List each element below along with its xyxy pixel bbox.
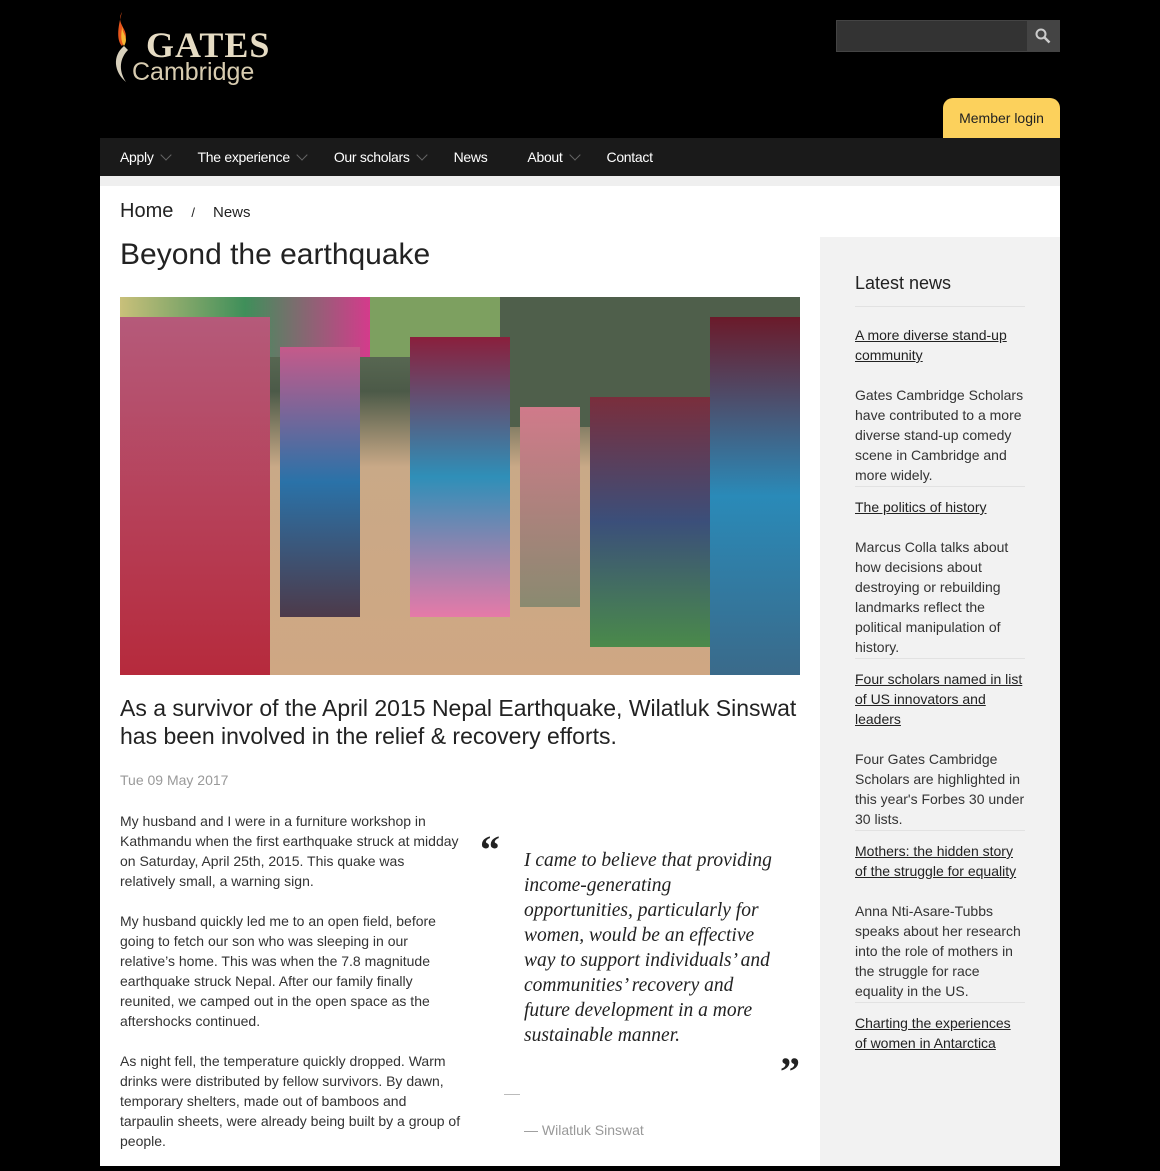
news-summary: Gates Cambridge Scholars have contributed to a more diverse stand-up comedy scene in Cambridge and more widely. — [855, 387, 1024, 483]
paragraph: My husband and I were in a furniture workshop in Kathmandu when the first earthquake struck at midday on Saturday, April 25th, 2015. This quake was relatively small, a warning sign. — [120, 813, 459, 889]
article-date: Tue 09 May 2017 — [120, 772, 229, 788]
nav-label: News — [453, 149, 488, 165]
flame-icon — [112, 12, 134, 82]
breadcrumb-current[interactable]: News — [212, 204, 251, 221]
member-login-button[interactable]: Member login — [943, 98, 1060, 138]
chevron-down-icon — [416, 149, 427, 160]
quote-open-icon: “ — [480, 827, 500, 872]
nav-about[interactable] — [527, 149, 578, 165]
news-summary: Marcus Colla talks about how decisions about destroying or rebuilding landmarks reflect the political manipulation of history. — [855, 539, 1009, 655]
news-item — [855, 669, 1025, 831]
news-link[interactable]: Mothers: the hidden story of the struggle for equality — [855, 843, 1017, 879]
news-item — [855, 1013, 1025, 1074]
nav-label: Contact — [606, 149, 653, 165]
quote-author: — Wilatluk Sinswat — [524, 1122, 644, 1138]
breadcrumb — [120, 200, 251, 223]
news-item — [855, 497, 1025, 659]
divider — [504, 1094, 520, 1095]
page-title: Beyond the earthquake — [120, 238, 431, 271]
news-link[interactable]: The politics of history — [855, 499, 987, 515]
nav-news[interactable] — [454, 149, 488, 165]
divider — [100, 176, 1060, 186]
search-input[interactable] — [837, 21, 1027, 51]
nav-label: The experience — [197, 149, 290, 165]
news-link[interactable]: Four scholars named in list of US innovators and leaders — [855, 671, 1023, 727]
search-box — [836, 20, 1060, 52]
chevron-down-icon — [569, 149, 580, 160]
main-nav — [100, 138, 1060, 176]
nav-label: About — [527, 149, 563, 165]
logo-text-gates: GATES — [146, 25, 271, 65]
page-content — [100, 186, 1060, 1166]
search-button[interactable] — [1027, 21, 1059, 51]
gates-cambridge-logo[interactable] — [110, 12, 270, 88]
news-item — [855, 325, 1025, 487]
latest-news-sidebar — [820, 237, 1060, 1166]
news-item — [855, 841, 1025, 1003]
article-body — [120, 811, 462, 1171]
news-link[interactable]: A more diverse stand-up community — [855, 327, 1007, 363]
quote-close-icon: ” — [780, 1049, 800, 1094]
nav-label: Apply — [120, 149, 154, 165]
quote-text: I came to believe that providing income-generating opportunities, particularly for women, would be an effective way to support individuals’ and communities’ recovery and future development in a more sustainable manner. — [524, 850, 772, 1046]
logo-text-cambridge: Cambridge — [132, 58, 255, 86]
search-icon — [1035, 28, 1051, 44]
sidebar-title: Latest news — [855, 273, 1025, 307]
nav-our-scholars[interactable] — [334, 149, 426, 165]
nav-the-experience[interactable] — [198, 149, 306, 165]
news-summary: Four Gates Cambridge Scholars are highlighted in this year's Forbes 30 under 30 lists. — [855, 751, 1025, 827]
article-lead: As a survivor of the April 2015 Nepal Earthquake, Wilatluk Sinswat has been involved in the relief & recovery efforts. — [120, 695, 797, 749]
paragraph: My husband quickly led me to an open field, before going to fetch our son who was sleeping in our relative’s home. This was when the 7.8 magnitude earthquake struck Nepal. After our family finally reunited, we camped out in the open space as the aftershocks continued. — [120, 913, 436, 1029]
breadcrumb-separator: / — [191, 205, 195, 220]
site-header — [100, 0, 1060, 138]
paragraph: As night fell, the temperature quickly dropped. Warm drinks were distributed by fellow survivors. By dawn, temporary shelters, made out of bamboos and tarpaulin sheets, were already being built by a group of people. — [120, 1053, 461, 1149]
chevron-down-icon — [160, 149, 171, 160]
breadcrumb-home[interactable]: Home — [120, 200, 174, 222]
nav-apply[interactable] — [120, 149, 170, 165]
news-link[interactable]: Charting the experiences of women in Antarctica — [855, 1015, 1011, 1051]
nav-label: Our scholars — [333, 149, 410, 165]
news-summary: Anna Nti-Asare-Tubbs speaks about her research into the role of mothers in the struggle for race equality in the US. — [855, 903, 1021, 999]
article-photo — [120, 297, 800, 675]
nav-contact[interactable] — [607, 149, 653, 165]
chevron-down-icon — [296, 149, 307, 160]
